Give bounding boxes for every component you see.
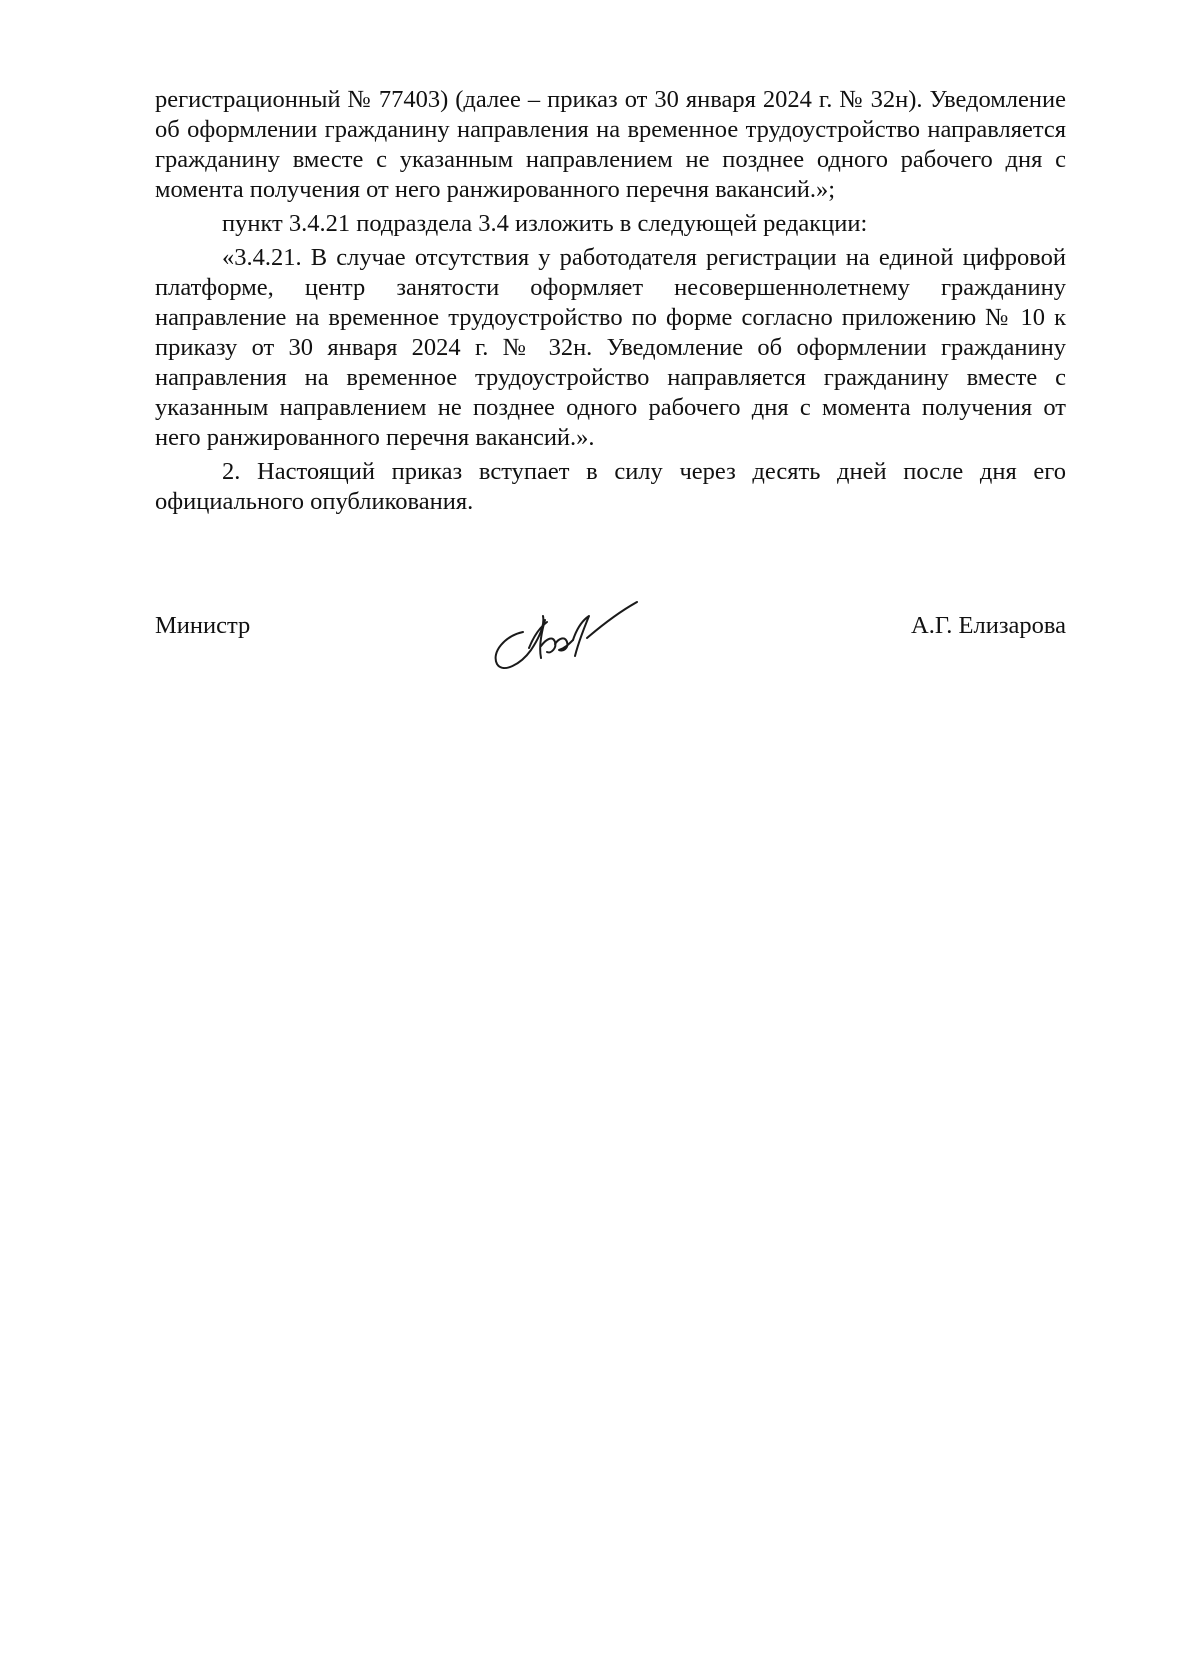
document-body: [155, 85, 1066, 517]
handwritten-signature: [485, 598, 645, 678]
paragraph-amendment-intro: пункт 3.4.21 подраздела 3.4 изложить в следующей редакции:: [222, 210, 868, 237]
signer-name: А.Г. Елизарова: [911, 612, 1066, 639]
signer-position: Министр: [155, 612, 251, 639]
paragraph-continuation: регистрационный № 77403) (далее – приказ от 30 января 2024 г. № 32н). Уведомление об оформлении гражданину направления на временное трудоустройство направляется гражданину вместе с указанным направлением не позднее одного рабочего дня с момента получения от него ранжированного перечня вакансий.»;: [155, 86, 1066, 203]
paragraph-clause-3-4-21: «3.4.21. В случае отсутствия у работодателя регистрации на единой цифровой платформе, центр занятости оформляет несовершеннолетнему гражданину направление на временное трудоустройство по форме согласно приложению № 10 к приказу от 30 января 2024 г. № 32н. Уведомление об оформлении гражданину направления на временное трудоустройство направляется гражданину вместе с указанным направлением не позднее одного рабочего дня с момента получения от него ранжированного перечня вакансий.».: [155, 244, 1066, 451]
paragraph-effective-date: 2. Настоящий приказ вступает в силу через десять дней после дня его официального опубликования.: [155, 458, 1066, 515]
signature-block: [155, 598, 1066, 678]
